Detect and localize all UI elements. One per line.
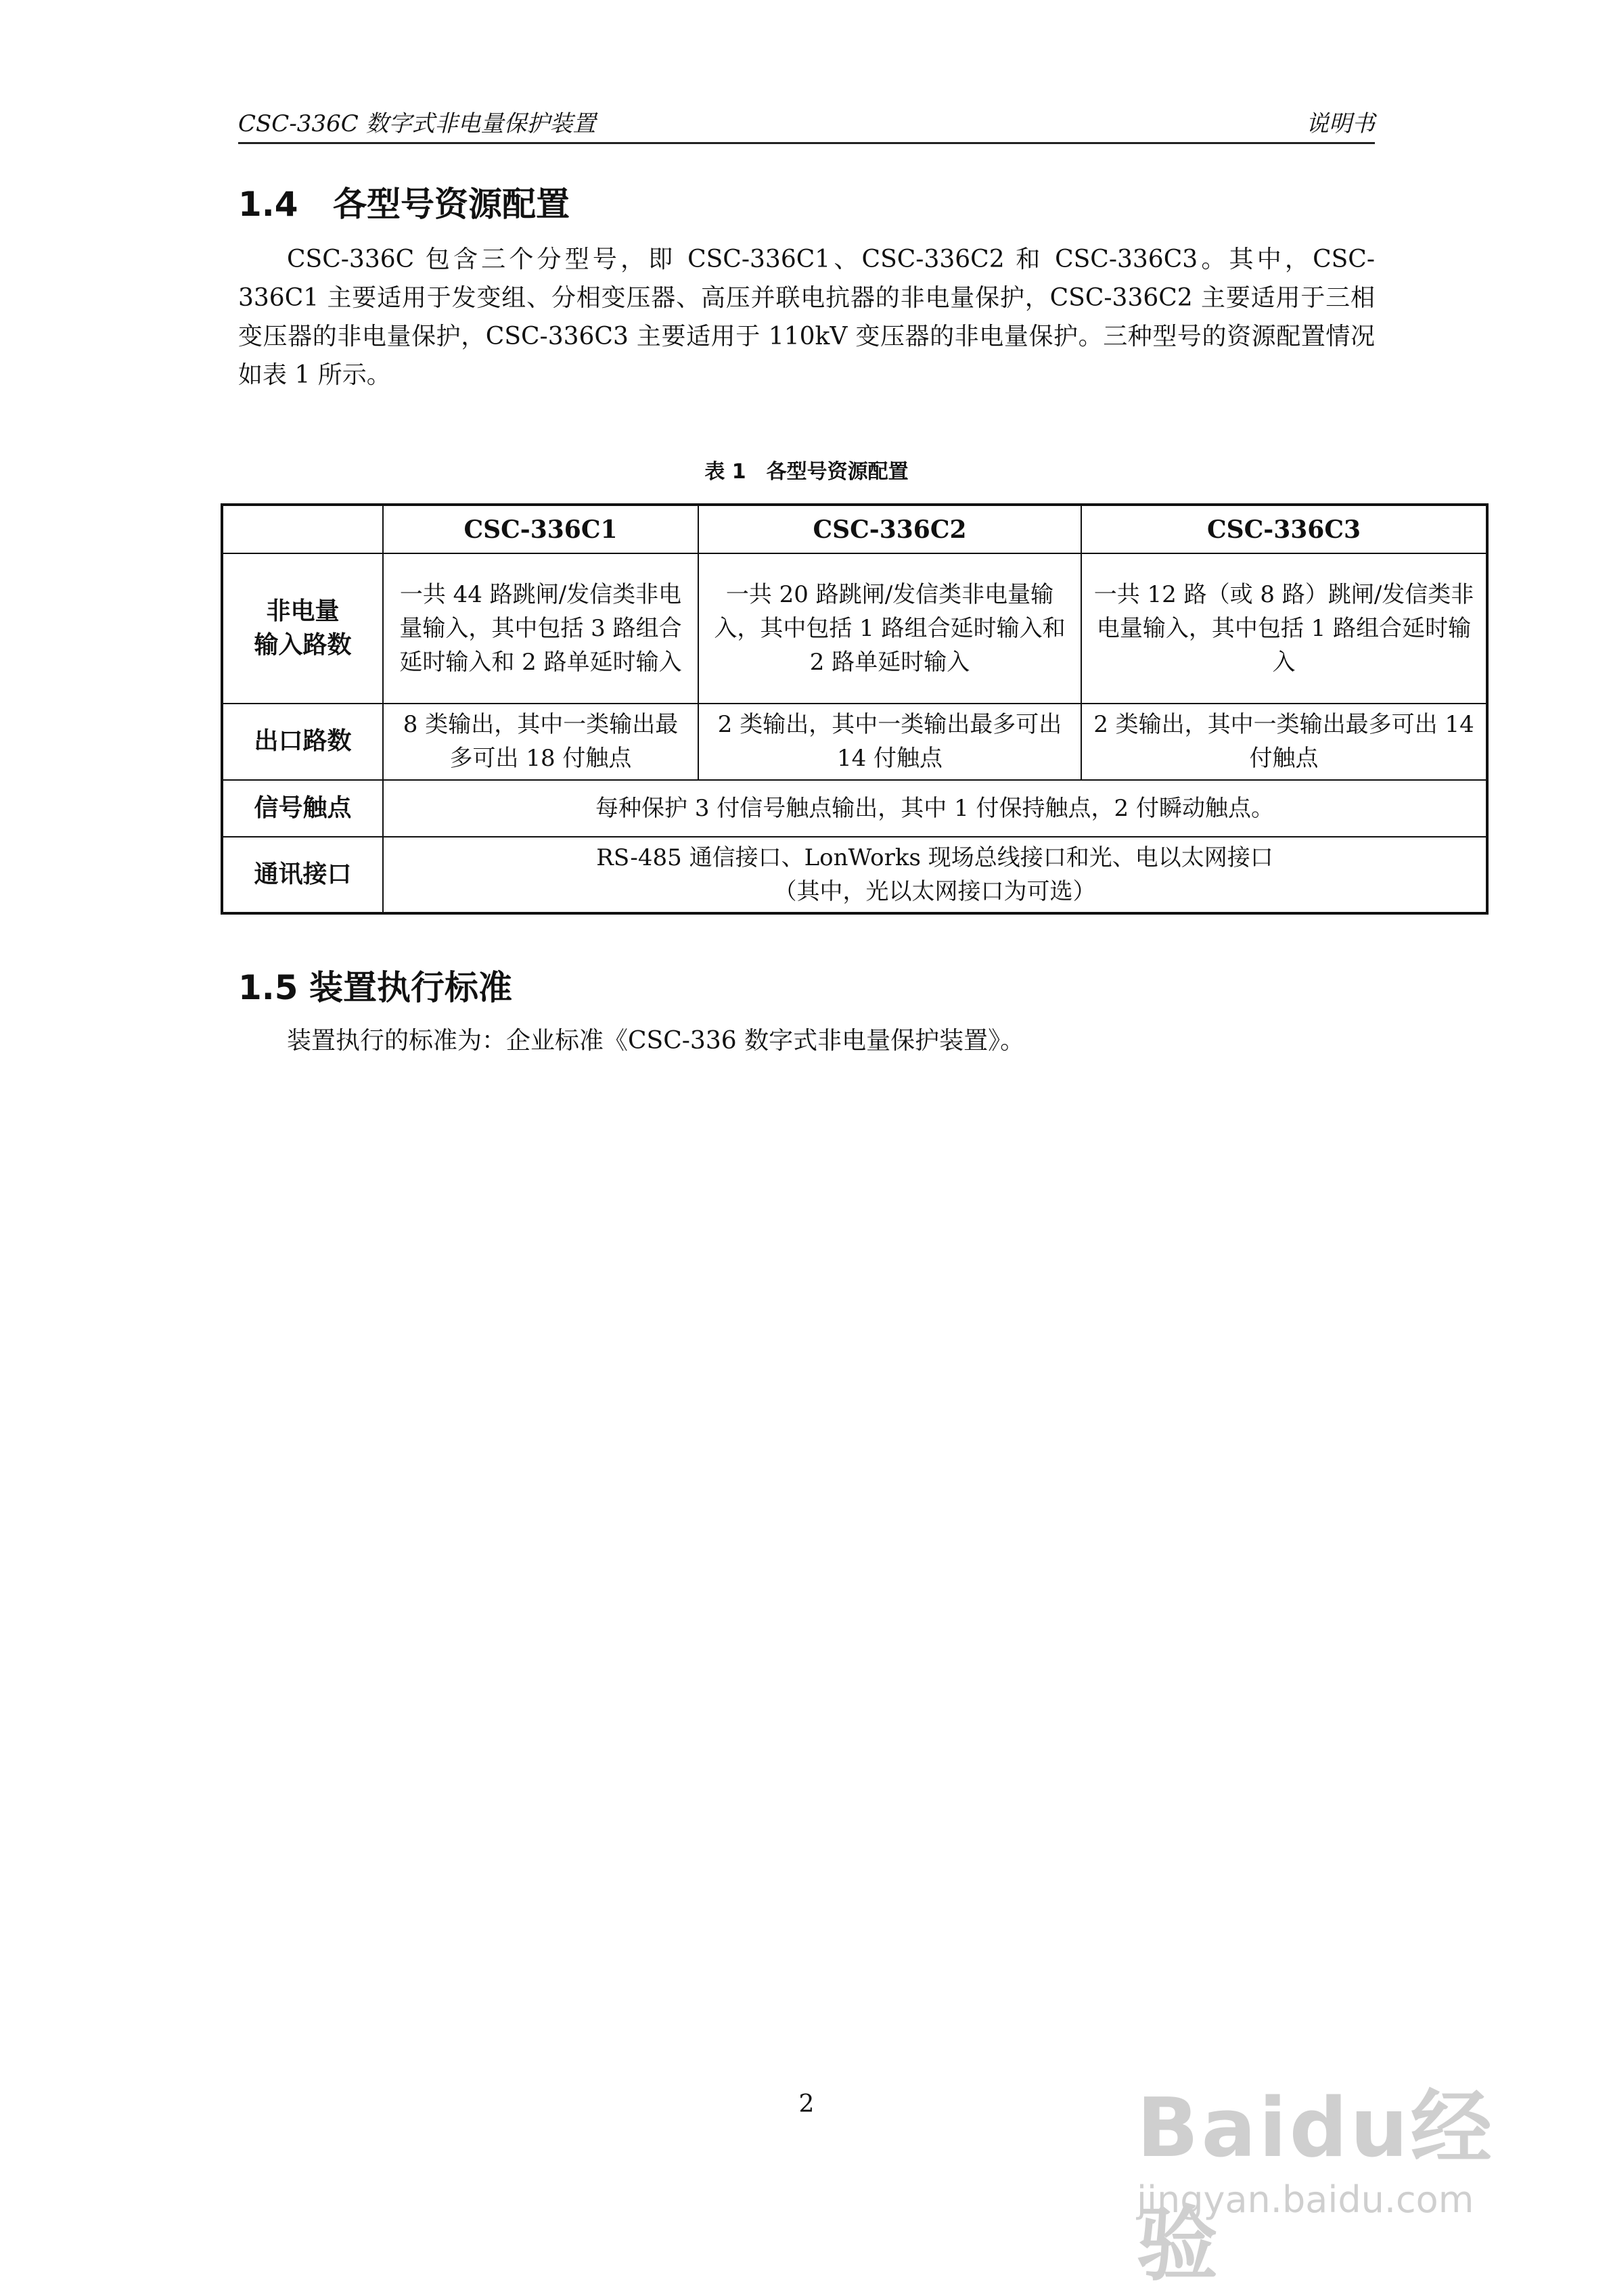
section-number: 1.5 xyxy=(238,968,298,1007)
table-row xyxy=(222,704,1487,780)
row-header-signal-contacts: 信号触点 xyxy=(222,780,383,837)
baidu-watermark xyxy=(1123,2063,1563,2292)
table-cell: 8 类输出，其中一类输出最多可出 18 付触点 xyxy=(383,704,698,780)
column-header-c2: CSC-336C2 xyxy=(698,505,1081,553)
section-heading-1-4 xyxy=(238,177,570,226)
table-row xyxy=(222,553,1487,703)
section-number: 1.4 xyxy=(238,185,298,224)
table-caption-title: 各型号资源配置 xyxy=(766,460,909,484)
table-cell: 2 类输出，其中一类输出最多可出 14 付触点 xyxy=(698,704,1081,780)
table-cell: 一共 12 路（或 8 路）跳闸/发信类非电量输入，其中包括 1 路组合延时输入 xyxy=(1081,553,1487,703)
table-corner-cell xyxy=(222,505,383,553)
table-row xyxy=(222,780,1487,837)
table-cell: 2 类输出，其中一类输出最多可出 14 付触点 xyxy=(1081,704,1487,780)
watermark-brand: Baidu经验 xyxy=(1137,2082,1495,2292)
row-header-comm-interface: 通讯接口 xyxy=(222,837,383,913)
table-merged-cell: 每种保护 3 付信号触点输出，其中 1 付保持触点，2 付瞬动触点。 xyxy=(383,780,1487,837)
column-header-c1: CSC-336C1 xyxy=(383,505,698,553)
section-title: 装置执行标准 xyxy=(309,968,512,1007)
table-cell: 一共 20 路跳闸/发信类非电量输入，其中包括 1 路组合延时输入和 2 路单延时输入 xyxy=(698,553,1081,703)
row-header-output-count: 出口路数 xyxy=(222,704,383,780)
column-header-c3: CSC-336C3 xyxy=(1081,505,1487,553)
table-caption-number: 表 1 xyxy=(704,460,746,484)
table-caption xyxy=(238,455,1375,484)
header-document-title: CSC-336C 数字式非电量保护装置 xyxy=(238,110,596,137)
section-title: 各型号资源配置 xyxy=(333,185,570,224)
row-header-line: 非电量 xyxy=(266,597,340,626)
table-merged-cell xyxy=(383,837,1487,913)
section-1-5-paragraph: 装置执行的标准为：企业标准《CSC-336 数字式非电量保护装置》。 xyxy=(287,1027,1025,1055)
table-row xyxy=(222,837,1487,913)
row-header-input-count xyxy=(222,553,383,703)
header-document-type: 说明书 xyxy=(1306,110,1375,137)
merged-cell-line: （其中，光以太网接口为可选） xyxy=(773,878,1096,906)
section-heading-1-5 xyxy=(238,961,512,1009)
page-number: 2 xyxy=(798,2090,815,2118)
row-header-line: 输入路数 xyxy=(254,631,352,660)
watermark-url: jingyan.baidu.com xyxy=(1137,2178,1474,2221)
resource-config-table xyxy=(221,503,1489,915)
merged-cell-line: RS-485 通信接口、LonWorks 现场总线接口和光、电以太网接口 xyxy=(596,844,1273,872)
table-cell: 一共 44 路跳闸/发信类非电量输入，其中包括 3 路组合延时输入和 2 路单延时输入 xyxy=(383,553,698,703)
page-header xyxy=(238,107,1375,144)
table-header-row xyxy=(222,505,1487,553)
section-1-4-paragraph: CSC-336C 包含三个分型号，即 CSC-336C1、CSC-336C2 和 CSC-336C3。其中，CSC-336C1 主要适用于发变组、分相变压器、高压并联电抗器的非电量保护，CSC-336C2 主要适用于三相变压器的非电量保护，CSC-336C3 主要适用于 110kV 变压器的非电量保护。三种型号的资源配置情况如表 1 所示。 xyxy=(238,246,1375,389)
